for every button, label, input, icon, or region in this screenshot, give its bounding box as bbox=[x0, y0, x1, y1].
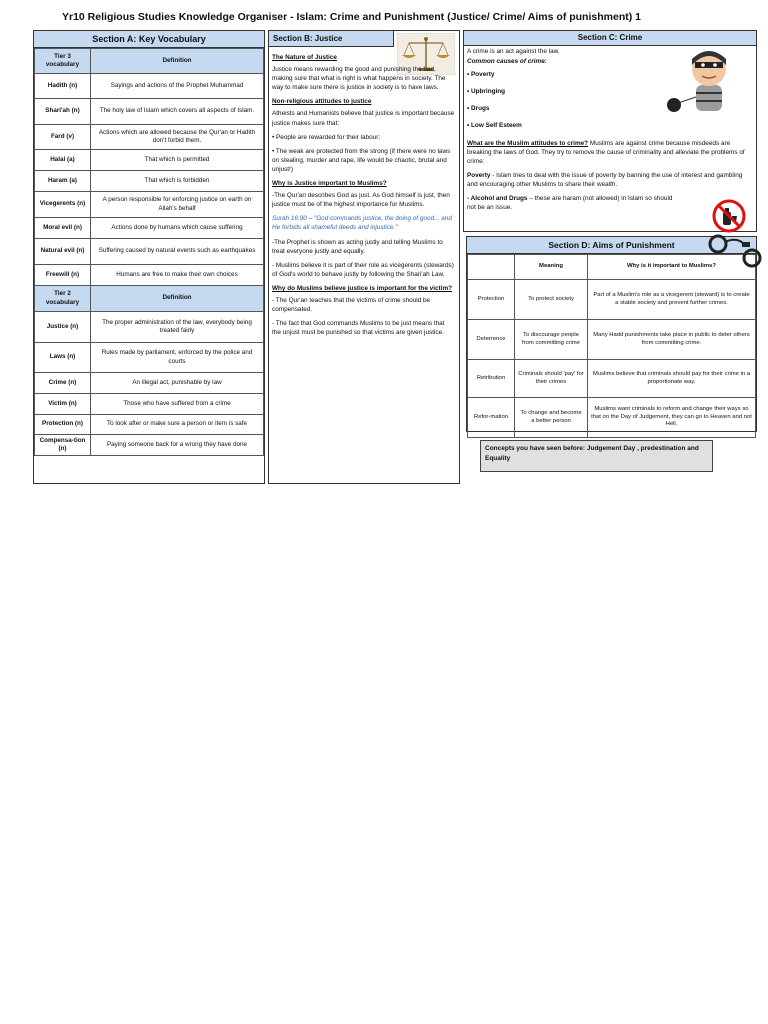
vocab-term: Victim (n) bbox=[35, 394, 91, 415]
vocab-row bbox=[35, 171, 264, 192]
section-b-heading: Section B: Justice bbox=[269, 31, 394, 47]
vocab-row bbox=[35, 150, 264, 171]
aim-aim: Refor-mation bbox=[468, 398, 515, 438]
crime-definition: A crime is an act against the law. bbox=[467, 48, 560, 55]
cause-item: • Low Self Esteem bbox=[467, 122, 522, 130]
vocab-term: Fard (v) bbox=[35, 125, 91, 150]
vocab-row bbox=[35, 239, 264, 265]
vocab-term: Halal (a) bbox=[35, 150, 91, 171]
vocab-term: Natural evil (n) bbox=[35, 239, 91, 265]
victim-heading: Why do Muslims believe justice is important for the victim? bbox=[272, 284, 453, 292]
causes-heading: Common causes of crime: bbox=[467, 58, 547, 66]
aims-table bbox=[467, 254, 756, 438]
poverty-paragraph bbox=[467, 171, 753, 189]
aim-why: Part of a Muslim's role as a vicegerent (steward) is to create a stable society and prevent further crimes. bbox=[588, 280, 756, 320]
nature-of-justice-heading: The Nature of Justice bbox=[272, 54, 337, 61]
why-important-header: Why is it important to Muslims? bbox=[588, 255, 756, 280]
vocab-term: Protection (n) bbox=[35, 415, 91, 435]
vocab-term: Justice (n) bbox=[35, 312, 91, 343]
non-religious-text: Atheists and Humanists believe that justice is important because justice makes sure that: bbox=[272, 110, 455, 127]
non-religious-heading: Non-religious attitudes to justice bbox=[272, 98, 372, 106]
vocabulary-table bbox=[34, 48, 264, 456]
aim-why: Muslims believe that criminals should pay for their crime in a proportionate way. bbox=[588, 360, 756, 398]
tier2-label: Tier 2 vocabulary bbox=[35, 286, 91, 312]
vocab-definition: Suffering caused by natural events such as earthquakes bbox=[91, 239, 264, 265]
cause-item: • Upbringing bbox=[467, 88, 506, 96]
vocab-row bbox=[35, 99, 264, 125]
vocab-definition: The proper administration of the law, everybody being treated fairly bbox=[91, 312, 264, 343]
aim-aim: Retribution bbox=[468, 360, 515, 398]
vocab-definition: Actions done by humans which cause suffering bbox=[91, 218, 264, 239]
vocab-term: Shari'ah (n) bbox=[35, 99, 91, 125]
section-a-heading: Section A: Key Vocabulary bbox=[34, 31, 264, 48]
causes-list bbox=[467, 70, 753, 130]
vocab-definition: Actions which are allowed because the Qur'an or Hadith don't forbid them. bbox=[91, 125, 264, 150]
attitudes-text: Muslims are against crime because misdeeds are breaking the laws of God. They try to remove the cause of criminality and alleviate the problems of crime: bbox=[467, 139, 745, 165]
section-b-justice bbox=[268, 30, 460, 484]
surah-quote: Surah 16:90 – "God commands justice, the doing of good... and He forbids all shameful deeds and injustice." bbox=[272, 215, 452, 232]
vocab-row bbox=[35, 74, 264, 99]
page-title: Yr10 Religious Studies Knowledge Organiser - Islam: Crime and Punishment (Justice/ Crime/ Aims of punishment) 1 bbox=[62, 11, 641, 23]
why-justice-text: -The Qur'an describes God as just. As God himself is just, then justice must be of the highest importance for Muslims. bbox=[272, 192, 450, 209]
vocab-row bbox=[35, 435, 264, 456]
concepts-box: Concepts you have seen before: Judgement Day , predestination and Equality bbox=[480, 440, 713, 472]
handcuffs-icon bbox=[706, 232, 766, 272]
vocab-definition: Those who have suffered from a crime bbox=[91, 394, 264, 415]
tier3-label: Tier 3 vocabulary bbox=[35, 49, 91, 74]
aim-aim: Deterrence bbox=[468, 320, 515, 360]
vocab-definition: An illegal act, punishable by law bbox=[91, 373, 264, 394]
no-alcohol-icon bbox=[712, 199, 746, 233]
meaning-header: Meaning bbox=[515, 255, 588, 280]
aim-aim: Protection bbox=[468, 280, 515, 320]
vocab-definition: A person responsible for enforcing justice on earth on Allah's behalf bbox=[91, 192, 264, 218]
aim-row bbox=[468, 360, 756, 398]
vicegerent-text: - Muslims believe it is part of their role as vicegerents (stewards) of God's world to behave justly by following the Shari'ah Law. bbox=[272, 261, 454, 278]
vocab-term: Moral evil (n) bbox=[35, 218, 91, 239]
prophet-text: -The Prophet is shown as acting justly and telling Muslims to treat everyone justly and equally. bbox=[272, 238, 443, 255]
attitudes-question: What are the Muslim attitudes to crime? bbox=[467, 139, 589, 147]
vocab-definition: Sayings and actions of the Prophet Muhammad bbox=[91, 74, 264, 99]
section-c-heading: Section C: Crime bbox=[464, 31, 756, 46]
alcohol-text: – these are haram (not allowed) in Islam so should not be an issue. bbox=[467, 195, 673, 212]
aim-why: Muslims want criminals to reform and change their ways so that on the Day of Judgement, they can go to Heaven and not Hell. bbox=[588, 398, 756, 438]
vocab-term: Laws (n) bbox=[35, 343, 91, 373]
section-c-crime bbox=[463, 30, 757, 232]
vocab-row bbox=[35, 192, 264, 218]
vocab-term: Compensa-tion (n) bbox=[35, 435, 91, 456]
vocab-row bbox=[35, 415, 264, 435]
muslim-attitudes bbox=[467, 139, 753, 166]
alcohol-paragraph bbox=[467, 194, 682, 212]
aim-row bbox=[468, 398, 756, 438]
non-religious-bullet-2: • The weak are protected from the strong (if there were no laws on stealing, murder and rape, life would be chaotic, brutal and unjust!) bbox=[272, 147, 451, 173]
aim-meaning: Criminals should 'pay' for their crimes bbox=[515, 360, 588, 398]
vocab-row bbox=[35, 343, 264, 373]
vocab-definition: Paying someone back for a wrong they have done bbox=[91, 435, 264, 456]
vocab-row bbox=[35, 394, 264, 415]
vocab-term: Vicegerents (n) bbox=[35, 192, 91, 218]
poverty-label: Poverty bbox=[467, 171, 491, 179]
vocab-definition: The holy law of Islam which covers all aspects of Islam. bbox=[91, 99, 264, 125]
tier2-definition-header: Definition bbox=[91, 286, 264, 312]
poverty-text: - Islam tries to deal with the issue of poverty by banning the use of interest and gambling and encouraging other Muslims to share their wealth. bbox=[467, 171, 743, 188]
alcohol-label: - Alcohol and Drugs bbox=[467, 195, 528, 203]
vocab-term: Crime (n) bbox=[35, 373, 91, 394]
section-a-key-vocabulary bbox=[33, 30, 265, 484]
vocab-definition: That which is permitted bbox=[91, 150, 264, 171]
section-d-heading: Section D: Aims of Punishment bbox=[467, 237, 756, 254]
tier3-header-row bbox=[35, 49, 264, 74]
why-justice-heading: Why is Justice important to Muslims? bbox=[272, 180, 387, 188]
aim-meaning: To change and become a better person bbox=[515, 398, 588, 438]
aim-meaning: To discourage people from committing crime bbox=[515, 320, 588, 360]
vocab-row bbox=[35, 373, 264, 394]
victim-text-2: - The fact that God commands Muslims to be just means that the unjust must be punished so that victims are given justice. bbox=[272, 320, 445, 337]
tier2-header-row bbox=[35, 286, 264, 312]
nature-of-justice-text: Justice means rewarding the good and punishing the bad, making sure that what is right is what happens in society. The way to make sure there is justice in society is to have laws. bbox=[272, 66, 446, 92]
vocab-definition: That which is forbidden bbox=[91, 171, 264, 192]
aims-empty-header bbox=[468, 255, 515, 280]
vocab-row bbox=[35, 218, 264, 239]
aim-meaning: To protect society bbox=[515, 280, 588, 320]
victim-text-1: - The Qur'an teaches that the victims of crime should be compensated. bbox=[272, 296, 431, 314]
vocab-term: Haram (a) bbox=[35, 171, 91, 192]
cause-item: • Poverty bbox=[467, 71, 495, 79]
vocab-definition: Humans are free to make their own choices bbox=[91, 265, 264, 286]
vocab-definition: To look after or make sure a person or item is safe bbox=[91, 415, 264, 435]
vocab-term: Hadith (n) bbox=[35, 74, 91, 99]
vocab-term: Freewill (n) bbox=[35, 265, 91, 286]
tier3-definition-header: Definition bbox=[91, 49, 264, 74]
cause-item: • Drugs bbox=[467, 105, 490, 113]
aim-row bbox=[468, 280, 756, 320]
non-religious-bullet-1: • People are rewarded for their labour; bbox=[272, 133, 381, 141]
vocab-row bbox=[35, 125, 264, 150]
vocab-row bbox=[35, 312, 264, 343]
vocab-row bbox=[35, 265, 264, 286]
vocab-definition: Rules made by parliament, enforced by the police and courts bbox=[91, 343, 264, 373]
aim-row bbox=[468, 320, 756, 360]
aim-why: Many Hadd punishments take place in public to deter others from committing crime. bbox=[588, 320, 756, 360]
